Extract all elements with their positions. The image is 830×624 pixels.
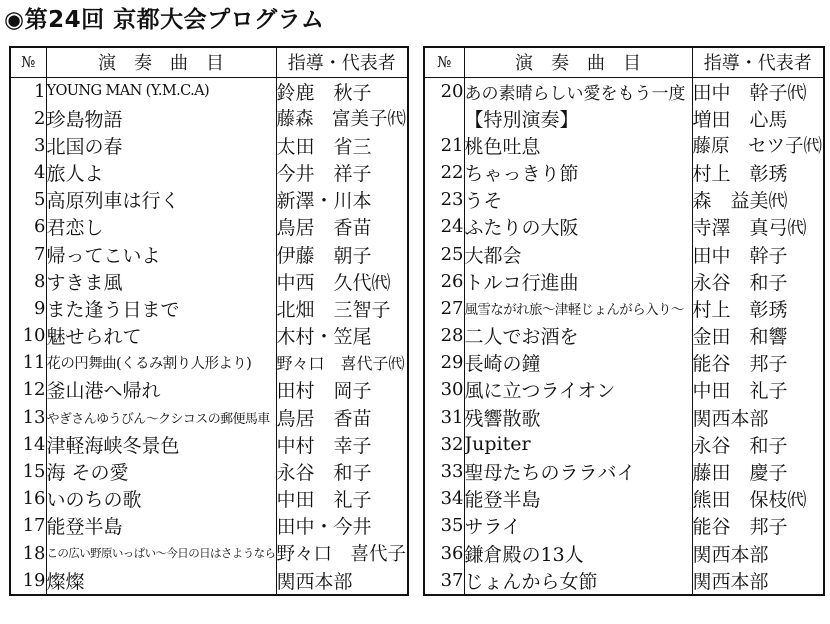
piece-title: いのちの歌 [46, 485, 276, 512]
conductor-name: 永谷 和子 [692, 434, 788, 457]
program-row [424, 240, 824, 267]
row-number: 15 [10, 458, 46, 485]
program-row [424, 132, 824, 159]
piece-title: 風雪ながれ旅～津軽じょんがら入り～ [464, 295, 692, 322]
row-number: 28 [424, 322, 464, 349]
piece-title: じょんから女節 [464, 567, 692, 595]
piece-title: 残響散歌 [464, 404, 692, 431]
piece-title: 二人でお酒を [464, 322, 692, 349]
piece-title: YOUNG MAN (Y.M.C.A) [46, 77, 276, 105]
conductor-name: 中村 幸子 [276, 434, 372, 457]
program-row [10, 376, 408, 403]
conductor-name: 伊藤 朝子 [276, 244, 372, 267]
conductor-name: 鳥居 香苗 [276, 217, 372, 240]
piece-title: ふたりの大阪 [464, 213, 692, 240]
conductor-name: 永谷 和子 [692, 271, 788, 294]
program-row [424, 567, 824, 595]
piece-title: あの素晴らしい愛をもう一度 [464, 77, 692, 105]
row-number: 6 [10, 213, 46, 240]
program-row [10, 540, 408, 567]
table-header-row [10, 47, 408, 77]
row-number: 26 [424, 268, 464, 295]
program-row [424, 404, 824, 431]
conductor-name: 能谷 邦子 [692, 516, 788, 539]
row-number: 18 [10, 540, 46, 567]
piece-title: 能登半島 [46, 512, 276, 539]
header-title: 演 奏 曲 目 [46, 47, 276, 77]
conductor-name: 熊田 保枝㈹ [692, 489, 807, 512]
row-number: 31 [424, 404, 464, 431]
piece-title: 釜山港へ帰れ [46, 376, 276, 403]
row-number: 25 [424, 240, 464, 267]
piece-title: 珍島物語 [46, 105, 276, 132]
piece-title: ちゃっきり節 [464, 159, 692, 186]
program-row [10, 213, 408, 240]
program-row [10, 77, 408, 105]
program-row [424, 512, 824, 539]
piece-title: 【特別演奏】 [464, 105, 692, 132]
conductor-name: 田中 幹子 [692, 244, 788, 267]
piece-title: やぎさんゆうびん～クシコスの郵便馬車 [46, 404, 276, 431]
conductor-name: 藤原 セツ子㈹ [692, 136, 823, 158]
row-number: 17 [10, 512, 46, 539]
row-number: 14 [10, 431, 46, 458]
conductor-name: 新澤・川本 [276, 190, 372, 213]
program-row [424, 213, 824, 240]
row-number: 3 [10, 132, 46, 159]
row-number: 34 [424, 485, 464, 512]
conductor-name: 藤森 富美子㈹ [276, 109, 407, 131]
conductor-name: 金田 和響 [692, 326, 788, 349]
conductor-name: 関西本部 [692, 407, 769, 430]
program-row [424, 105, 824, 132]
conductor-name: 太田 省三 [276, 135, 372, 158]
piece-title: 桃色吐息 [464, 132, 692, 159]
row-number [424, 105, 464, 132]
row-number: 24 [424, 213, 464, 240]
conductor-name: 関西本部 [276, 570, 353, 593]
conductor-name: 野々口 喜代子㈹ [276, 354, 405, 374]
page-title: ◉第24回 京都大会プログラム [4, 7, 325, 33]
program-row [10, 240, 408, 267]
program-row [10, 349, 408, 376]
conductor-name: 中西 久代㈹ [276, 271, 391, 294]
program-table-right [423, 46, 825, 596]
conductor-name: 中田 礼子 [692, 380, 788, 403]
piece-title: 聖母たちのララバイ [464, 458, 692, 485]
conductor-name: 北畑 三智子 [276, 298, 391, 321]
row-number: 1 [10, 77, 46, 105]
piece-title: うそ [464, 186, 692, 213]
row-number: 7 [10, 240, 46, 267]
row-number: 4 [10, 159, 46, 186]
program-row [424, 349, 824, 376]
row-number: 5 [10, 186, 46, 213]
program-list-left [10, 77, 408, 595]
conductor-name: 田中・今井 [276, 516, 372, 539]
conductor-name: 田中 幹子㈹ [692, 81, 807, 104]
piece-title: 大都会 [464, 240, 692, 267]
conductor-name: 寺澤 真弓㈹ [692, 217, 807, 240]
conductor-name: 森 益美㈹ [692, 190, 788, 213]
conductor-name: 鳥居 香苗 [276, 407, 372, 430]
row-number: 20 [424, 77, 464, 105]
program-table-left [9, 46, 409, 596]
program-row [10, 159, 408, 186]
program-row [10, 105, 408, 132]
row-number: 19 [10, 567, 46, 595]
program-row [10, 485, 408, 512]
program-row [424, 322, 824, 349]
program-row [10, 132, 408, 159]
row-number: 12 [10, 376, 46, 403]
program-row [424, 295, 824, 322]
piece-title: 帰ってこいよ [46, 240, 276, 267]
header-no: № [424, 47, 464, 77]
program-row [10, 512, 408, 539]
conductor-name: 増田 心馬 [692, 108, 788, 131]
conductor-name: 鈴鹿 秋子 [276, 81, 372, 104]
piece-title: サライ [464, 512, 692, 539]
program-row [424, 186, 824, 213]
header-title: 演 奏 曲 目 [464, 47, 692, 77]
header-person: 指導・代表者 [692, 47, 824, 77]
conductor-name: 村上 彰琇 [692, 162, 788, 185]
row-number: 27 [424, 295, 464, 322]
piece-title: 花の円舞曲(くるみ割り人形より) [46, 349, 276, 376]
program-row [424, 540, 824, 567]
row-number: 22 [424, 159, 464, 186]
program-row [10, 458, 408, 485]
conductor-name: 中田 礼子 [276, 489, 372, 512]
conductor-name: 田村 岡子 [276, 380, 372, 403]
program-row [10, 567, 408, 595]
row-number: 21 [424, 132, 464, 159]
piece-title: 鎌倉殿の13人 [464, 540, 692, 567]
piece-title: 津軽海峡冬景色 [46, 431, 276, 458]
program-list-right [424, 77, 824, 595]
program-row [424, 458, 824, 485]
conductor-name: 藤田 慶子 [692, 462, 788, 485]
program-row [10, 295, 408, 322]
row-number: 37 [424, 567, 464, 595]
conductor-name: 村上 彰琇 [692, 298, 788, 321]
piece-title: 海 その愛 [46, 458, 276, 485]
program-row [424, 431, 824, 458]
conductor-name: 関西本部 [692, 570, 769, 593]
program-row [10, 404, 408, 431]
program-row [424, 376, 824, 403]
program-row [10, 268, 408, 295]
piece-title: 魅せられて [46, 322, 276, 349]
program-row [424, 77, 824, 105]
program-row [10, 322, 408, 349]
row-number: 23 [424, 186, 464, 213]
row-number: 8 [10, 268, 46, 295]
piece-title: 風に立つライオン [464, 376, 692, 403]
piece-title: Jupiter [464, 431, 692, 458]
row-number: 13 [10, 404, 46, 431]
row-number: 33 [424, 458, 464, 485]
row-number: 35 [424, 512, 464, 539]
conductor-name: 永谷 和子 [276, 462, 372, 485]
conductor-name: 能谷 邦子 [692, 353, 788, 376]
row-number: 36 [424, 540, 464, 567]
piece-title: 高原列車は行く [46, 186, 276, 213]
header-person: 指導・代表者 [276, 47, 408, 77]
row-number: 30 [424, 376, 464, 403]
conductor-name: 関西本部 [692, 543, 769, 566]
piece-title: 君恋し [46, 213, 276, 240]
row-number: 16 [10, 485, 46, 512]
piece-title: 能登半島 [464, 485, 692, 512]
header-no: № [10, 47, 46, 77]
row-number: 10 [10, 322, 46, 349]
row-number: 2 [10, 105, 46, 132]
program-row [424, 159, 824, 186]
table-header-row [424, 47, 824, 77]
piece-title: この広い野原いっぱい～今日の日はさようなら [46, 540, 276, 567]
piece-title: また逢う日まで [46, 295, 276, 322]
row-number: 11 [10, 349, 46, 376]
piece-title: トルコ行進曲 [464, 268, 692, 295]
conductor-name: 今井 祥子 [276, 162, 372, 185]
row-number: 32 [424, 431, 464, 458]
piece-title: 旅人よ [46, 159, 276, 186]
piece-title: 燦燦 [46, 567, 276, 595]
program-row [10, 431, 408, 458]
program-row [424, 485, 824, 512]
piece-title: 長崎の鐘 [464, 349, 692, 376]
conductor-name: 野々口 喜代子 [276, 544, 407, 566]
conductor-name: 木村・笠尾 [276, 326, 372, 349]
row-number: 29 [424, 349, 464, 376]
program-row [424, 268, 824, 295]
piece-title: すきま風 [46, 268, 276, 295]
row-number: 9 [10, 295, 46, 322]
program-row [10, 186, 408, 213]
piece-title: 北国の春 [46, 132, 276, 159]
